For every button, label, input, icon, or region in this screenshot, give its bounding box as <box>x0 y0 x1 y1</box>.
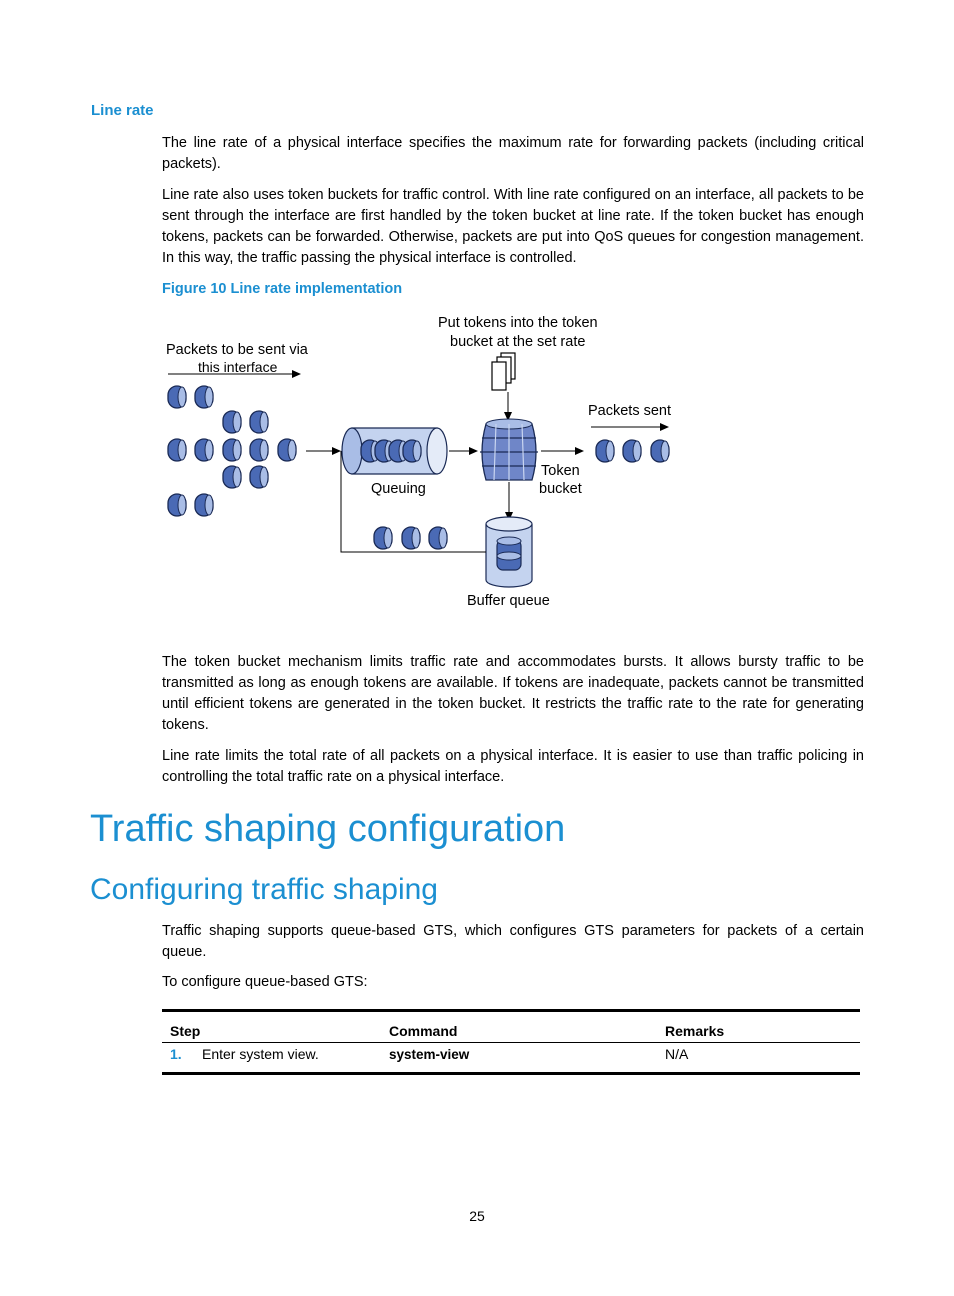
table-header-step: Step <box>162 1011 381 1043</box>
command-text: system-view <box>389 1047 470 1062</box>
paragraph-line-rate-definition: The line rate of a physical interface specifies the maximum rate for forwarding packets (including critical packets). <box>162 135 864 172</box>
sent-packets <box>596 440 669 462</box>
heading-traffic-shaping-configuration: Traffic shaping configuration <box>90 808 566 850</box>
packets-in-label: Packets to be sent via <box>166 342 308 358</box>
figure-caption: Figure 10 Line rate implementation <box>162 281 403 297</box>
buffered-packets <box>374 527 447 549</box>
step-text: Enter system view. <box>202 1046 319 1062</box>
paragraph-queue-based-gts: Traffic shaping supports queue-based GTS, which configures GTS parameters for packets of a certain queue. <box>162 923 864 960</box>
token-bucket-label: Token <box>541 463 580 479</box>
section-heading-line-rate: Line rate <box>91 102 154 119</box>
queuing-label: Queuing <box>371 481 426 497</box>
line-rate-diagram <box>150 305 710 630</box>
tokens-label: Put tokens into the token <box>438 315 598 331</box>
buffer-queue-cylinder <box>486 517 532 587</box>
table-header-remarks: Remarks <box>657 1011 860 1043</box>
configuration-steps-table <box>162 1009 860 1075</box>
paragraph-token-bucket-mechanism: The token bucket mechanism limits traffic rate and accommodates bursts. It allows bursty traffic to be transmitted as long as enough tokens are available. If tokens are inadequate, packets cannot be transmitted until efficient tokens are generated in the token bucket. It restricts the traffic rate to the rate for generating tokens. <box>162 654 864 733</box>
queuing-cylinder <box>342 428 447 474</box>
remarks-cell: N/A <box>657 1043 860 1074</box>
tokens-label-2: bucket at the set rate <box>450 334 586 350</box>
buffer-queue-label: Buffer queue <box>467 593 550 609</box>
page-number: 25 <box>469 1208 485 1224</box>
token-bucket-label-2: bucket <box>539 481 582 497</box>
packets-sent-label: Packets sent <box>588 403 672 419</box>
paragraph-line-rate-limits: Line rate limits the total rate of all packets on a physical interface. It is easier to use than traffic policing in controlling the total traffic rate on a physical interface. <box>162 748 864 785</box>
token-bucket-icon <box>480 419 538 480</box>
incoming-packets <box>168 386 296 516</box>
table-header-command: Command <box>381 1011 657 1043</box>
table-row <box>162 1043 860 1074</box>
step-number: 1. <box>170 1046 182 1062</box>
heading-configuring-traffic-shaping: Configuring traffic shaping <box>90 873 438 906</box>
step-cell <box>162 1043 381 1074</box>
paragraph-to-configure: To configure queue-based GTS: <box>162 974 368 990</box>
token-icons <box>492 353 515 390</box>
command-cell <box>381 1043 657 1074</box>
paragraph-line-rate-token-bucket: Line rate also uses token buckets for traffic control. With line rate configured on an interface, all packets to be sent through the interface are first handled by the token bucket at line rate. If the token bucket has enough tokens, packets can be forwarded. Otherwise, packets are put into QoS queues for congestion management. In this way, the traffic passing the physical interface is controlled. <box>162 187 864 266</box>
packets-in-label-2: this interface <box>198 359 278 375</box>
